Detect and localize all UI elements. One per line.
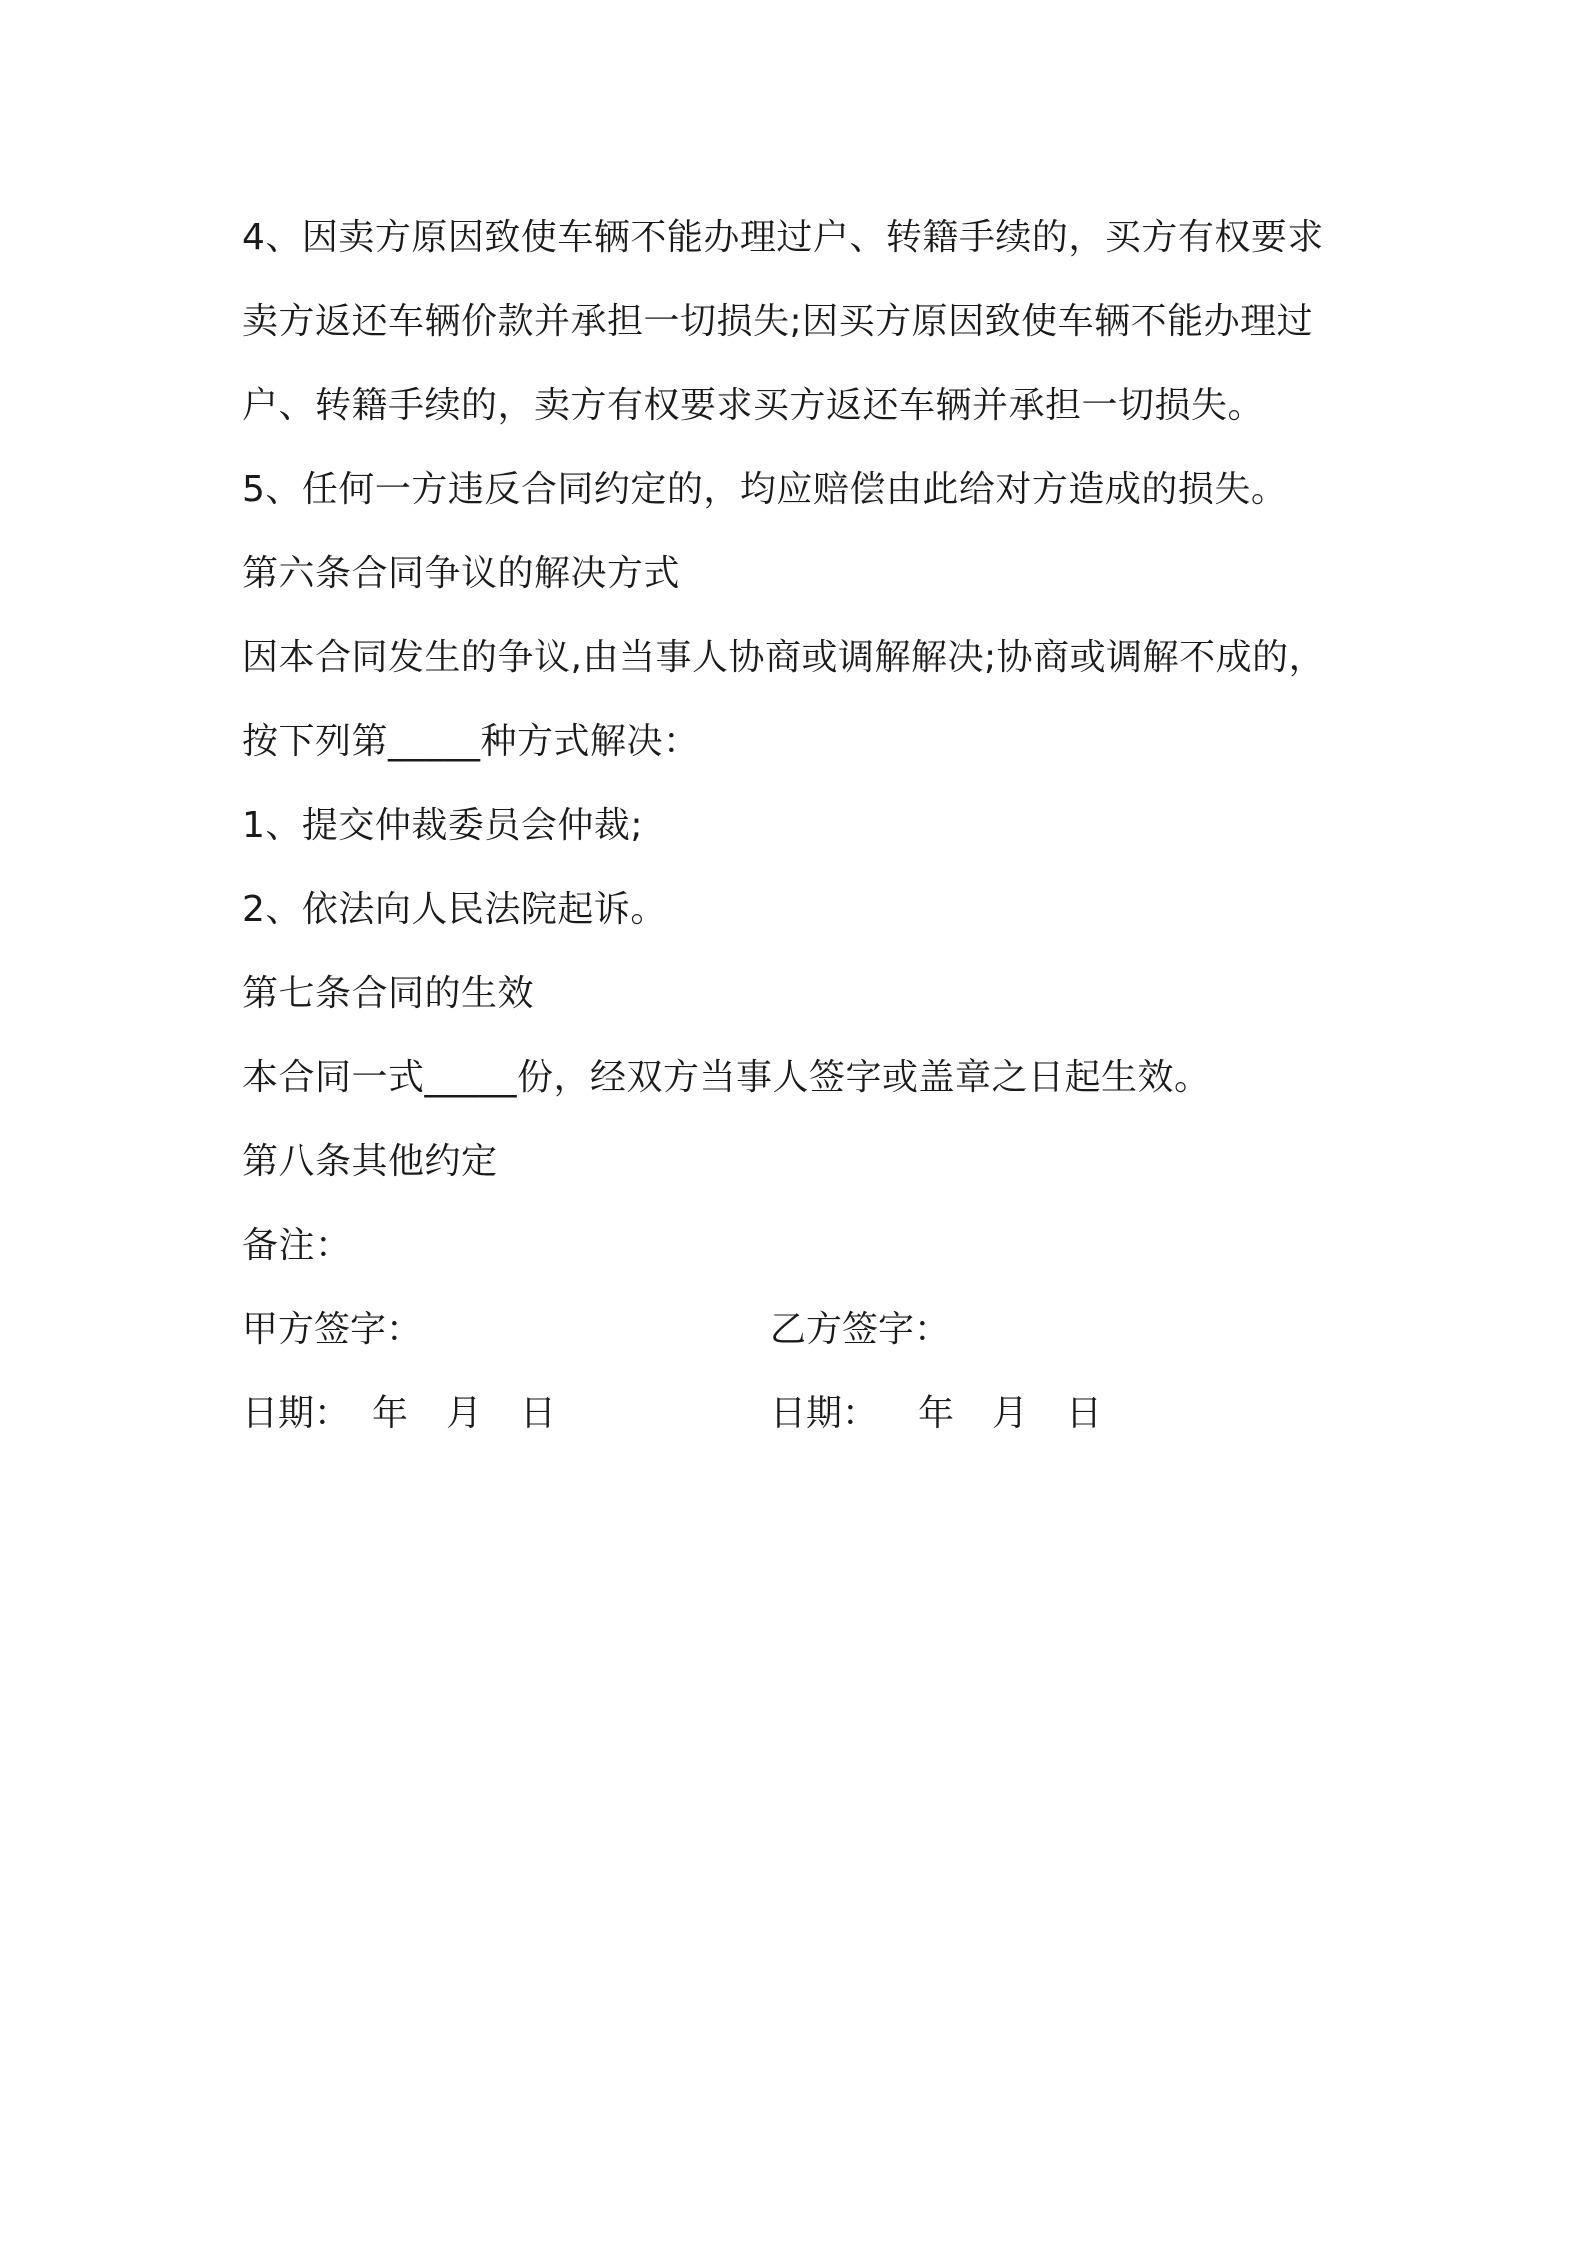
party-b-date-month: 月 xyxy=(992,1393,1029,1434)
article-7-text: 本合同一式_____份，经双方当事人签字或盖章之日起生效。 xyxy=(242,1057,1211,1098)
document-body xyxy=(242,196,1362,1456)
article-6-text-line-2: 按下列第_____种方式解决： xyxy=(242,721,700,762)
party-a-date-day: 日 xyxy=(520,1393,557,1434)
date-row xyxy=(242,1372,1362,1456)
article-6-text-line-1: 因本合同发生的争议,由当事人协商或调解解决;协商或调解不成的， xyxy=(242,637,1326,678)
party-b-signature-label: 乙方签字： xyxy=(770,1309,951,1350)
article-6-heading: 第六条合同争议的解决方式 xyxy=(242,553,681,594)
clause-4-line-2: 卖方返还车辆价款并承担一切损失;因买方原因致使车辆不能办理过 xyxy=(242,301,1314,342)
signature-row xyxy=(242,1288,1362,1372)
clause-4-line-3: 户、转籍手续的，卖方有权要求买方返还车辆并承担一切损失。 xyxy=(242,385,1265,426)
clause-5: 5、任何一方违反合同约定的，均应赔偿由此给对方造成的损失。 xyxy=(242,469,1288,510)
dispute-option-2: 2、依法向人民法院起诉。 xyxy=(242,889,667,930)
party-b-date-year: 年 xyxy=(918,1393,955,1434)
party-a-date-year: 年 xyxy=(372,1393,409,1434)
party-a-date xyxy=(242,1372,594,1456)
party-a-signature-label: 甲方签字： xyxy=(242,1309,423,1350)
remarks-label: 备注： xyxy=(242,1225,352,1266)
article-7-heading: 第七条合同的生效 xyxy=(242,973,535,1014)
party-b-date-label: 日期： xyxy=(770,1393,879,1434)
article-8-heading: 第八条其他约定 xyxy=(242,1141,498,1182)
dispute-option-1: 1、提交仲裁委员会仲裁; xyxy=(242,805,644,846)
party-b-date-day: 日 xyxy=(1066,1393,1103,1434)
party-b-date xyxy=(770,1372,1140,1456)
party-a-date-label: 日期： xyxy=(242,1393,351,1434)
party-a-date-month: 月 xyxy=(446,1393,483,1434)
clause-4-line-1: 4、因卖方原因致使车辆不能办理过户、转籍手续的，买方有权要求 xyxy=(242,217,1324,258)
